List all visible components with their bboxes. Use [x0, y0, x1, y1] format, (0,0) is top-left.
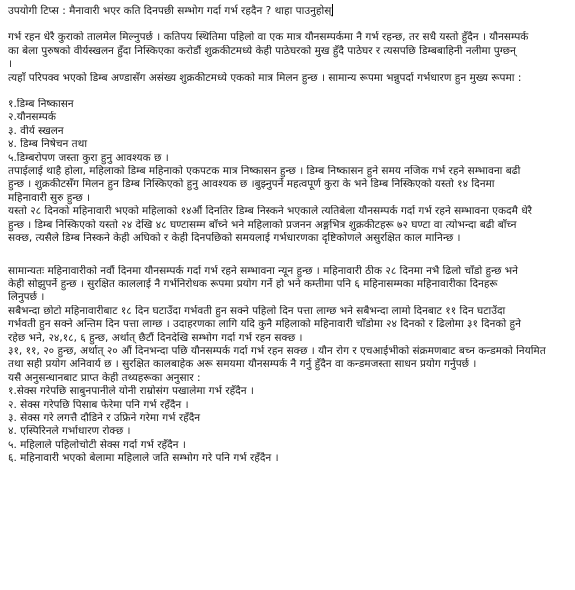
paragraph-line: तपाईलाई थाहै होला, महिलाको डिम्ब महिनाको एकपटक मात्र निष्कासन हुन्छ । डिम्ब निष्कासन हुने समय नजिक गर्भ रहने सम्भावना बढी — [8, 165, 521, 178]
paragraph-intro — [8, 31, 567, 71]
list-item: ४. एस्पिरिनले गर्भाधारण रोक्छ । — [8, 425, 131, 438]
list-item: १.सेक्स गरेपछि साबुनपानीले योनी राम्रोसंग पखालेमा गर्भ रहँदैन । — [8, 385, 254, 398]
paragraph-line: केही सोझुपर्ने हुन्छ । सुरक्षित काललाई नै गर्भनिरोधक रूपमा प्रयोग गर्ने हो भने कम्तीमा पनि ६ महिनासम्मका महिनावारीका दिनहरू — [8, 277, 498, 290]
list-item: ५.डिम्बरोपण जस्ता कुरा हुनु आवश्यक छ । — [8, 151, 169, 164]
paragraph-line: लिनुपर्छ । — [8, 291, 45, 304]
paragraph-calculation — [8, 305, 567, 345]
paragraph-line: गर्भ रहन धेरै कुराको तालमेल मिल्नुपर्छ । कतिपय स्थितिमा पहिलो वा एक मात्र यौनसम्पर्कमा नै गर्भ रहन्छ, तर सधै यस्तो हुँदैन । यौनसम्पर्क — [8, 31, 529, 44]
paragraph-line: रहेछ भने, २४,१८, ६ हुन्छ, अर्थात् छैटौं दिनदेखि सम्भोग गर्दा गर्भ रहन सक्छ । — [8, 331, 303, 344]
findings-list — [8, 385, 567, 465]
paragraph-conception: त्यहाँ परिपक्व भएको डिम्ब अण्डासँग असंख्य शुक्रकीटमध्ये एकको मात्र मिलन हुन्छ । सामान्य रूपमा भन्नुपर्दा गर्भधारण हुन मुख्य रूपमा : — [8, 71, 522, 84]
paragraph-line: गर्भवती हुन सक्ने अन्तिम दिन पत्ता लाग्छ । उदाहरणका लागि यदि कुनै महिलाको महिनावारी चाँडोमा २४ दिनको र ढिलोमा ३१ दिनको हुने — [8, 318, 521, 331]
paragraph-line: तथा सही प्रयोग अनिवार्य छ । सुरक्षित कालबाहेक अरू समयमा यौनसम्पर्क नै गर्नु हुँदैन वा कन्डमजस्ता साधन प्रयोग गर्नुपर्छ । — [8, 358, 477, 371]
paragraph-line: सबैभन्दा छोटो महिनावारीबाट १८ दिन घटाउँदा गर्भवती हुन सक्ने पहिलो दिन पत्ता लाग्छ भने सबैभन्दा लामो दिनबाट ११ दिन घटाउँदा — [8, 304, 506, 317]
paragraph-ovulation — [8, 165, 567, 205]
paragraph-fertile-window — [8, 205, 567, 245]
paragraph-line: का बेला पुरुषको वीर्यस्खलन हुँदा निस्किएका करोडौं शुक्रकीटमध्ये केही पाठेघरको मुख हुँदै पाठेघर र त्यसपछि डिम्बबाहिनी नलीमा पुग्छन् — [8, 44, 516, 57]
text-cursor — [332, 4, 333, 16]
paragraph-safe-period — [8, 265, 567, 305]
list-item: ४. डिम्ब निषेचन तथा — [8, 138, 88, 151]
paragraph-line: सक्छ, त्यसैले डिम्ब निस्कने केही अघिको र केही दिनपछिको समयलाई गर्भधारणका दृष्टिकोणले असुरक्षित काल मानिन्छ । — [8, 232, 461, 245]
list-item: २.यौनसम्पर्क — [8, 111, 56, 124]
list-item: ६. महिनावारी भएको बेलामा महिलाले जति सम्भोग गरे पनि गर्भ रहँदैन । — [8, 452, 279, 465]
paragraph-line: ३१, ११, २० हुन्छ, अर्थात् २० औं दिनभन्दा पछि यौनसम्पर्क गर्दा गर्भ रहन सक्छ । यौन रोग र एचआईभीको संक्रमणबाट बच्न कन्डमको नियमित — [8, 344, 546, 357]
paragraph-line: हुन्छ । शुक्रकीटसँग मिलन हुन डिम्ब निस्किएको हुनु आवश्यक छ ।बुझ्नुपर्ने महत्वपूर्ण कुरा के भने डिम्ब निस्किएको यस्तो १४ दिनमा — [8, 178, 495, 191]
list-item: ३. वीर्य स्खलन — [8, 124, 64, 137]
paragraph-line: यस्तो २८ दिनको महिनावारी भएको महिलाको १४औं दिनतिर डिम्ब निस्कने भएकाले त्यतिबेला यौनसम्पर्क गर्दा गर्भ रहने सम्भावना एकदमै धेरै — [8, 205, 532, 218]
findings-heading: यसै अनुसन्धानबाट प्राप्त केही तथ्यहरूका अनुसार : — [8, 371, 201, 384]
article-title — [8, 4, 567, 18]
paragraph-line: सामान्यतः महिनावारीको नवौं दिनमा यौनसम्पर्क गर्दा गर्भ रहने सम्भावना न्यून हुन्छ । महिनावारी ठीक २८ दिनमा नभै ढिलो चाँडो हुन्छ भने — [8, 264, 518, 277]
list-item: ५. महिलाले पहिलोचोटी सेक्स गर्दा गर्भ रहँदैन । — [8, 438, 186, 451]
list-item: ३. सेक्स गरे लगत्तै दौडिने र उफ्रिने गरेमा गर्भ रहँदैन — [8, 411, 201, 424]
paragraph-line: महिनावारी सुरु हुन्छ । — [8, 191, 91, 204]
paragraph-line: हुन्छ । डिम्ब निस्किएको यस्तो २४ देखि ४८ घण्टासम्म बाँच्ने भने महिलाको प्रजनन अङ्गभित्र शुक्रकीटहरू ७२ घण्टा वा त्योभन्दा बढी बाँच्न — [8, 218, 517, 231]
paragraph-condom — [8, 345, 567, 372]
list-item: २. सेक्स गरेपछि पिसाब फेरेमा पनि गर्भ रहँदैन । — [8, 398, 189, 411]
conception-steps-list — [8, 98, 567, 165]
article-title-text: उपयोगी टिप्स : मैनावारी भएर कति दिनपछी सम्भोग गर्दा गर्भ रहदैन ? थाहा पाउनुहोस् — [8, 5, 332, 17]
list-item: १.डिम्ब निष्कासन — [8, 98, 74, 111]
paragraph-line: । — [8, 58, 12, 71]
